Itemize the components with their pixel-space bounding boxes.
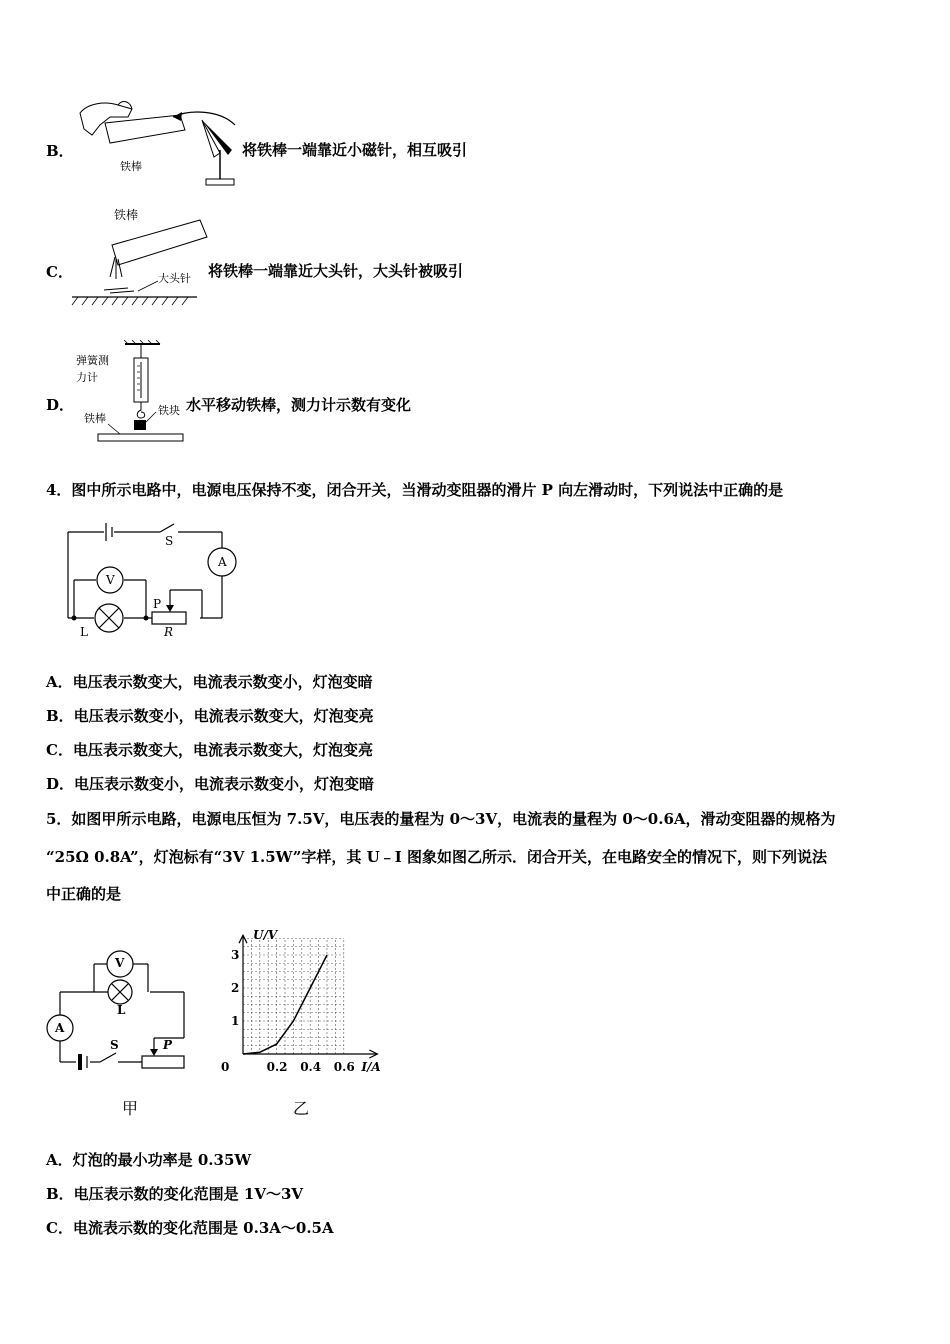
q3-option-d-text: 水平移动铁棒，测力计示数有变化	[186, 396, 412, 414]
q4-option-d: D．电压表示数变小，电流表示数变小，灯泡变暗	[46, 775, 375, 793]
q5-lamp-label: L	[117, 1003, 126, 1017]
q5-voltmeter-label: V	[115, 956, 125, 970]
q4-slider-label: P	[153, 597, 162, 611]
q5-stem-line-1: 5．如图甲所示电路，电源电压恒为 7.5V，电压表的量程为 0～3V，电流表的量程为 0～0.6A，滑动变阻器的规格为	[46, 810, 836, 828]
q5-option-b: B．电压表示数的变化范围是 1V～3V	[46, 1185, 304, 1203]
q4-stem: 4．图中所示电路中，电源电压保持不变，闭合开关，当滑动变阻器的滑片 P 向左滑动时，下列说法中正确的是	[46, 481, 784, 499]
x-tick-label: 0	[221, 1060, 230, 1074]
q3-option-c-figure	[72, 215, 212, 315]
q5-stem-line-2: “25Ω 0.8A”，灯泡标有“3V 1.5W”字样，其 U﹣I 图象如图乙所示．闭合开关，在电路安全的情况下，则下列说法	[46, 848, 827, 866]
y-axis-label: U/V	[253, 928, 278, 943]
q3-option-c-text: 将铁棒一端靠近大头针，大头针被吸引	[208, 262, 464, 280]
x-tick-label: 0.4	[300, 1060, 322, 1074]
x-tick-label: 0.6	[333, 1060, 355, 1074]
x-tick-label: 0.2	[266, 1060, 288, 1074]
spring-scale-label-1: 弹簧测	[76, 354, 109, 367]
q4-ammeter-label: A	[218, 555, 227, 569]
q5-ui-chart	[221, 905, 395, 1080]
q5-option-c: C．电流表示数的变化范围是 0.3A～0.5A	[46, 1219, 334, 1237]
x-axis-label: I/A	[361, 1060, 381, 1074]
q4-option-a: A．电压表示数变大，电流表示数变小，灯泡变暗	[46, 673, 373, 691]
q3-option-b-letter: B．	[46, 142, 74, 160]
q5-ammeter-label: A	[55, 1021, 65, 1035]
q5-switch-label: S	[110, 1038, 119, 1052]
q4-circuit	[60, 510, 240, 640]
spring-scale-label-2: 力计	[76, 371, 98, 384]
q5-stem-line-3: 中正确的是	[46, 885, 122, 903]
q5-slider-label: P	[163, 1038, 173, 1052]
iron-rod-label-b: 铁棒	[120, 160, 142, 173]
q5-option-a: A．灯泡的最小功率是 0.35W	[46, 1151, 252, 1169]
q4-option-b: B．电压表示数变小，电流表示数变大，灯泡变亮	[46, 707, 374, 725]
q4-switch-label: S	[165, 534, 174, 548]
q4-rheostat-label: R	[164, 625, 174, 639]
q5-caption-left: 甲	[122, 1099, 139, 1118]
q4-lamp-label: L	[80, 625, 88, 639]
q4-option-c: C．电压表示数变大，电流表示数变大，灯泡变亮	[46, 741, 373, 759]
q3-option-d-letter: D．	[46, 396, 75, 414]
pin-label: 大头针	[158, 272, 191, 285]
iron-rod-label-c: 铁棒	[114, 208, 139, 222]
q3-option-b-figure	[70, 95, 240, 190]
y-tick-label: 2	[231, 981, 240, 995]
q3-option-b-text: 将铁棒一端靠近小磁针，相互吸引	[242, 141, 468, 159]
iron-block-label: 铁块	[158, 404, 180, 417]
q4-voltmeter-label: V	[106, 573, 115, 587]
y-tick-label: 1	[231, 1014, 240, 1028]
q5-caption-right: 乙	[293, 1099, 310, 1118]
iron-rod-label-d: 铁棒	[84, 412, 106, 425]
y-tick-label: 3	[231, 948, 240, 962]
q3-option-c-letter: C．	[46, 263, 73, 281]
